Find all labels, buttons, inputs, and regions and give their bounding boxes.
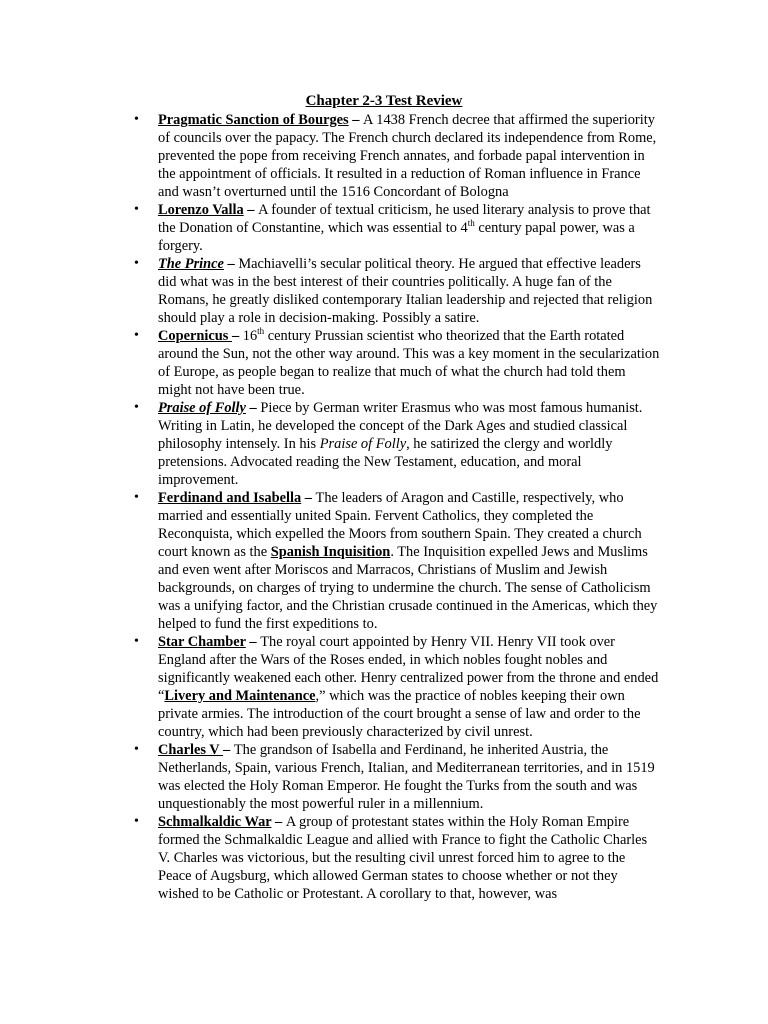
entry-term: Ferdinand and Isabella	[158, 490, 302, 506]
entry-term: Star Chamber	[158, 634, 246, 650]
bullet-icon: •	[134, 814, 139, 829]
list-item	[134, 813, 660, 903]
entry-text: The leaders of Aragon and Castille, respectively, who married and essentially united Spain. Fervent Catholics, they completed the Reconquista, which expelled the Moors from southern Spain. They created a church court known as the	[158, 490, 642, 560]
entry-dash: –	[301, 490, 316, 506]
entry-dash: –	[348, 112, 364, 128]
bullet-icon: •	[134, 742, 139, 757]
superscript: th	[467, 218, 475, 228]
entry-text: A 1438 French decree that affirmed the superiority of councils over the papacy. The French church declared its independence from Rome, prevented the pope from receiving French annates, and forbade papal intervention in the appointment of officials. It resulted in a reduction of Roman influence in France and wasn’t overturned until the 1516 Concordant of Bologna	[158, 112, 657, 200]
entry-text-cont: century papal power, was a forgery.	[158, 220, 635, 254]
entry-text: Machiavelli’s secular political theory. He argued that effective leaders did what was in the best interest of their countries politically. A huge fan of the Romans, he greatly disliked contemporary Italian leadership and rejected that religion should play a role in decision-making. Possibly a satire.	[158, 256, 653, 326]
entry-dash: –	[243, 202, 259, 218]
entry-dash: –	[223, 256, 239, 272]
page-title: Chapter 2-3 Test Review	[305, 93, 463, 109]
entry-text: Piece by German writer Erasmus who was most famous humanist. Writing in Latin, he developed the concept of the Dark Ages and studied classical philosophy intensely. In his	[158, 400, 643, 452]
entry-dash: –	[223, 742, 234, 758]
review-list	[134, 111, 660, 903]
entry-term: Schmalkaldic War	[158, 814, 272, 830]
entry-text-cont: . The Inquisition expelled Jews and Muslims and even went after Moriscos and Marracos, Christians of Muslim and Jewish backgrounds, on charges of trying to undermine the church. The sense of Catholicism was a unifying factor, and the Christian crusade continued in the Americas, which they helped to fund the first expeditions to.	[158, 544, 658, 632]
entry-term: Pragmatic Sanction of Bourges	[158, 112, 349, 128]
entry-dash: –	[271, 814, 286, 830]
entry-text: The royal court appointed by Henry VII. Henry VII took over England after the Wars of the Roses ended, in which nobles fought nobles and significantly weakened each other. Henry centralized power from the throne and ended “	[158, 634, 659, 704]
entry-text-cont: , he satirized the clergy and worldly pretensions. Advocated reading the New Testament, education, and moral improvement.	[158, 436, 613, 488]
list-item	[134, 489, 660, 633]
entry-term: Praise of Folly	[158, 400, 246, 416]
list-item	[134, 111, 660, 201]
entry-term: The Prince	[158, 256, 224, 272]
entry-term: Copernicus	[158, 328, 232, 344]
inline-key-term: Livery and Maintenance	[164, 688, 316, 704]
inline-key-term: Spanish Inquisition	[270, 544, 391, 560]
entry-dash: –	[245, 634, 261, 650]
entry-text: A founder of textual criticism, he used literary analysis to prove that the Donation of Constantine, which was essential to 4	[158, 202, 651, 236]
bullet-icon: •	[134, 328, 139, 343]
bullet-icon: •	[134, 256, 139, 271]
bullet-icon: •	[134, 112, 139, 127]
bullet-icon: •	[134, 490, 139, 505]
list-item	[134, 201, 660, 255]
entry-term: Lorenzo Valla	[158, 202, 244, 218]
entry-text-cont: century Prussian scientist who theorized that the Earth rotated around the Sun, not the other way around. This was a key moment in the secularization of Europe, as people began to realize that much of what the church had told them might not have been true.	[158, 328, 660, 398]
entry-dash: –	[245, 400, 261, 416]
entry-text: The grandson of Isabella and Ferdinand, he inherited Austria, the Netherlands, Spain, various French, Italian, and Mediterranean territories, and in 1519 was elected the Holy Roman Emperor. He fought the Turks from the south and was unquestionably the most powerful ruler in a millennium.	[158, 742, 655, 812]
bullet-icon: •	[134, 202, 139, 217]
entry-dash: –	[231, 328, 243, 344]
list-item	[134, 399, 660, 489]
entry-text: A group of protestant states within the Holy Roman Empire formed the Schmalkaldic League and allied with France to fight the Catholic Charles V. Charles was victorious, but the resulting civil unrest forced him to agree to the Peace of Augsburg, which allowed German states to choose whether or not they wished to be Catholic or Protestant. A corollary to that, however, was	[158, 814, 648, 902]
list-item	[134, 255, 660, 327]
bullet-icon: •	[134, 634, 139, 649]
entry-text-cont: ,” which was the practice of nobles keeping their own private armies. The introduction of the court brought a sense of law and order to the country, which had been previously characterized by civil unrest.	[158, 688, 641, 740]
entry-term: Charles V	[158, 742, 224, 758]
list-item	[134, 741, 660, 813]
list-item	[134, 326, 660, 399]
italic-title: Praise of Folly	[319, 436, 407, 452]
superscript: th	[257, 326, 265, 336]
bullet-icon: •	[134, 400, 139, 415]
entry-text: 16	[242, 328, 258, 344]
list-item	[134, 633, 660, 741]
